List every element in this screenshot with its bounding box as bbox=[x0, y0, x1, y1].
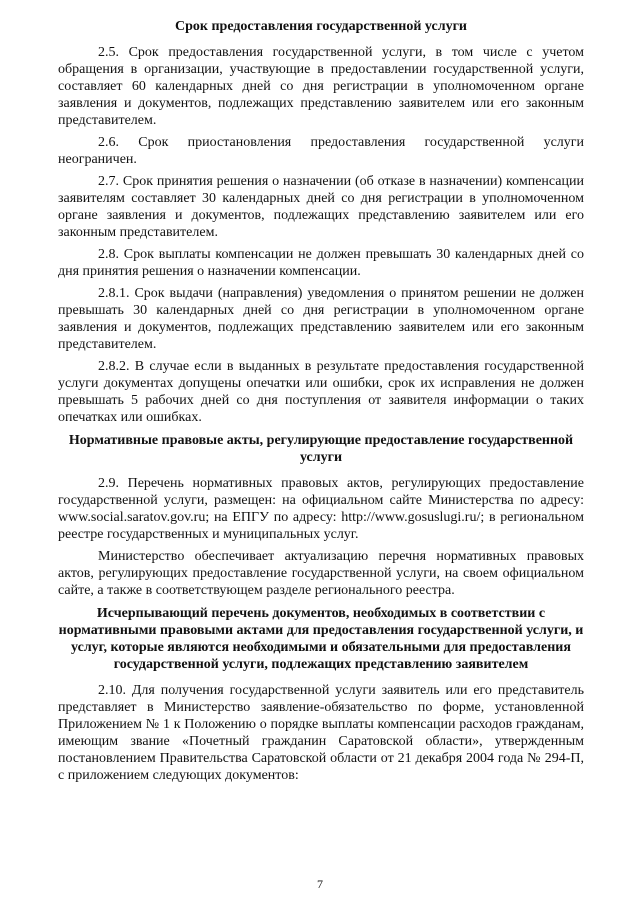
paragraph-2-9-continuation: Министерство обеспечивает актуализацию перечня нормативных правовых актов, регулирующих предоставление государственной услуги, на своем официальном сайте, а также в соответствующем разделе регионального реестра. bbox=[58, 549, 584, 598]
paragraph-2-9: 2.9. Перечень нормативных правовых актов, регулирующих предоставление государственной услуги, размещен: на официальном сайте Министерства по адресу: www.social.saratov.gov.ru; на ЕПГУ по адресу: http://www.gosuslugi.ru/; в региональном реестре государственных и муниципальных услуг. bbox=[58, 476, 584, 542]
paragraph-2-5: 2.5. Срок предоставления государственной услуги, в том числе с учетом обращения в организации, участвующие в предоставлении государственной услуги, составляет 60 календарных дней со дня регистрации в уполномоченном органе заявления и документов, подлежащих представлению заявителем или его законным представителем. bbox=[58, 45, 584, 128]
paragraph-2-8-2: 2.8.2. В случае если в выданных в результате предоставления государственной услуги документах допущены опечатки или ошибки, срок их исправления не должен превышать 5 рабочих дней со дня поступления от заявителя информации о таких опечатках или ошибках. bbox=[58, 359, 584, 425]
section-heading-required-documents: Исчерпывающий перечень документов, необходимых в соответствии с нормативными правовыми актами для предоставления государственной услуги, и услуг, которые являются необходимыми и обязательными для предоставления государственной услуги, подлежащих представлению заявителем bbox=[58, 606, 584, 672]
paragraph-2-10: 2.10. Для получения государственной услуги заявитель или его представитель представляет в Министерство заявление-обязательство по форме, установленной Приложением № 1 к Положению о порядке выплаты компенсации расходов гражданам, имеющим звание «Почетный гражданин Саратовской области», утвержденным постановлением Правительства Саратовской области от 21 декабря 2004 года № 294-П, с приложением следующих документов: bbox=[58, 683, 584, 783]
section-heading-service-term: Срок предоставления государственной услуги bbox=[175, 19, 467, 34]
paragraph-2-8-1: 2.8.1. Срок выдачи (направления) уведомления о принятом решении не должен превышать 30 календарных дней со дня регистрации в уполномоченном органе заявления и документов, подлежащих представлению заявителем или его законным представителем. bbox=[58, 286, 584, 352]
paragraph-2-6: 2.6. Срок приостановления предоставления государственной услуги неограничен. bbox=[58, 135, 584, 167]
paragraph-2-7: 2.7. Срок принятия решения о назначении (об отказе в назначении) компенсации заявителям составляет 30 календарных дней со дня регистрации в уполномоченном органе заявления и документов, подлежащих представлению заявителем или его законным представителем. bbox=[58, 174, 584, 240]
paragraph-2-8: 2.8. Срок выплаты компенсации не должен превышать 30 календарных дней со дня принятия решения о назначении компенсации. bbox=[58, 247, 584, 279]
section-heading-legal-acts: Нормативные правовые акты, регулирующие предоставление государственной услуги bbox=[68, 433, 574, 465]
page-number: 7 bbox=[317, 877, 323, 891]
